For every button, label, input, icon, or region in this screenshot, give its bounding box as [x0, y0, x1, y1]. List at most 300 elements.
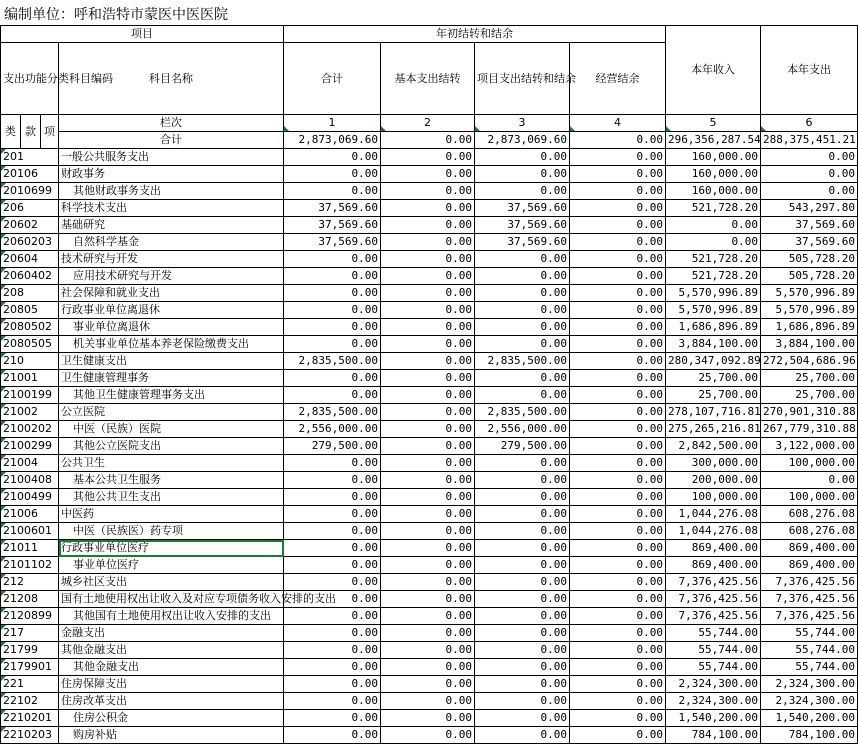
row-value-4[interactable]: 0.00 — [570, 710, 666, 727]
row-value-5[interactable]: 521,728.20 — [666, 251, 761, 268]
row-value-4[interactable]: 0.00 — [570, 540, 666, 557]
row-value-5[interactable]: 278,107,716.81 — [666, 404, 761, 421]
col-num-3[interactable]: 3 — [475, 115, 570, 132]
row-code[interactable]: 22102 — [1, 693, 59, 710]
row-value-4[interactable]: 0.00 — [570, 251, 666, 268]
row-value-3[interactable]: 0.00 — [475, 608, 570, 625]
row-value-5[interactable]: 1,044,276.08 — [666, 523, 761, 540]
row-code[interactable]: 2100199 — [1, 387, 59, 404]
row-name[interactable]: 其他卫生健康管理事务支出 — [59, 387, 284, 404]
row-value-3[interactable]: 0.00 — [475, 455, 570, 472]
total-value-5[interactable]: 296,356,287.54 — [666, 132, 761, 149]
row-value-4[interactable]: 0.00 — [570, 523, 666, 540]
row-value-2[interactable]: 0.00 — [381, 268, 475, 285]
row-value-2[interactable]: 0.00 — [381, 319, 475, 336]
row-value-4[interactable]: 0.00 — [570, 234, 666, 251]
row-code[interactable]: 20805 — [1, 302, 59, 319]
row-value-2[interactable]: 0.00 — [381, 591, 475, 608]
row-value-4[interactable]: 0.00 — [570, 625, 666, 642]
row-value-1[interactable]: 0.00 — [284, 319, 381, 336]
row-value-3[interactable]: 0.00 — [475, 166, 570, 183]
row-value-2[interactable]: 0.00 — [381, 217, 475, 234]
row-value-6[interactable]: 784,100.00 — [761, 727, 858, 744]
row-code[interactable]: 21006 — [1, 506, 59, 523]
row-value-3[interactable]: 2,835,500.00 — [475, 353, 570, 370]
row-value-5[interactable]: 7,376,425.56 — [666, 591, 761, 608]
row-name[interactable]: 卫生健康支出 — [59, 353, 284, 370]
row-value-3[interactable]: 0.00 — [475, 268, 570, 285]
row-value-5[interactable]: 160,000.00 — [666, 166, 761, 183]
row-value-6[interactable]: 7,376,425.56 — [761, 591, 858, 608]
row-value-4[interactable]: 0.00 — [570, 217, 666, 234]
row-value-1[interactable]: 0.00 — [284, 455, 381, 472]
row-value-3[interactable]: 0.00 — [475, 727, 570, 744]
col-num-2[interactable]: 2 — [381, 115, 475, 132]
row-code[interactable]: 21004 — [1, 455, 59, 472]
row-value-4[interactable]: 0.00 — [570, 200, 666, 217]
row-value-1[interactable]: 37,569.60 — [284, 200, 381, 217]
row-value-6[interactable]: 55,744.00 — [761, 625, 858, 642]
row-value-1[interactable]: 0.00 — [284, 387, 381, 404]
row-value-2[interactable]: 0.00 — [381, 251, 475, 268]
row-value-4[interactable]: 0.00 — [570, 608, 666, 625]
row-value-4[interactable]: 0.00 — [570, 676, 666, 693]
header-niandu[interactable]: 年初结转和结余 — [284, 26, 666, 43]
row-value-5[interactable]: 1,044,276.08 — [666, 506, 761, 523]
row-value-3[interactable]: 0.00 — [475, 370, 570, 387]
row-name[interactable]: 事业单位医疗 — [59, 557, 284, 574]
row-name[interactable]: 公立医院 — [59, 404, 284, 421]
row-value-5[interactable]: 7,376,425.56 — [666, 608, 761, 625]
row-name[interactable]: 科学技术支出 — [59, 200, 284, 217]
row-value-5[interactable]: 25,700.00 — [666, 370, 761, 387]
row-value-4[interactable]: 0.00 — [570, 149, 666, 166]
row-value-5[interactable]: 2,324,300.00 — [666, 676, 761, 693]
row-value-6[interactable]: 608,276.08 — [761, 523, 858, 540]
row-value-5[interactable]: 521,728.20 — [666, 268, 761, 285]
row-value-6[interactable]: 37,569.60 — [761, 234, 858, 251]
row-value-1[interactable]: 0.00 — [284, 285, 381, 302]
row-value-4[interactable]: 0.00 — [570, 183, 666, 200]
row-value-1[interactable]: 0.00 — [284, 268, 381, 285]
row-value-3[interactable]: 37,569.60 — [475, 200, 570, 217]
row-value-4[interactable]: 0.00 — [570, 404, 666, 421]
row-code[interactable]: 21001 — [1, 370, 59, 387]
row-value-3[interactable]: 37,569.60 — [475, 234, 570, 251]
row-value-5[interactable]: 521,728.20 — [666, 200, 761, 217]
row-code[interactable]: 221 — [1, 676, 59, 693]
row-value-1[interactable]: 0.00 — [284, 540, 381, 557]
row-value-2[interactable]: 0.00 — [381, 149, 475, 166]
row-name[interactable]: 住房改革支出 — [59, 693, 284, 710]
row-code[interactable]: 20602 — [1, 217, 59, 234]
total-label[interactable]: 合计 — [59, 132, 284, 149]
row-value-3[interactable]: 0.00 — [475, 302, 570, 319]
row-value-5[interactable]: 200,000.00 — [666, 472, 761, 489]
row-value-2[interactable]: 0.00 — [381, 574, 475, 591]
row-code[interactable]: 20604 — [1, 251, 59, 268]
row-code[interactable]: 210 — [1, 353, 59, 370]
row-code[interactable]: 2060203 — [1, 234, 59, 251]
row-name[interactable]: 机关事业单位基本养老保险缴费支出 — [59, 336, 284, 353]
row-name[interactable]: 其他公立医院支出 — [59, 438, 284, 455]
row-name[interactable]: 公共卫生 — [59, 455, 284, 472]
row-value-6[interactable]: 0.00 — [761, 472, 858, 489]
row-value-4[interactable]: 0.00 — [570, 285, 666, 302]
row-value-6[interactable]: 55,744.00 — [761, 642, 858, 659]
row-value-5[interactable]: 160,000.00 — [666, 149, 761, 166]
row-name[interactable]: 卫生健康管理事务 — [59, 370, 284, 387]
row-value-5[interactable]: 2,324,300.00 — [666, 693, 761, 710]
row-value-1[interactable]: 0.00 — [284, 506, 381, 523]
row-code[interactable]: 2100299 — [1, 438, 59, 455]
row-value-6[interactable]: 505,728.20 — [761, 251, 858, 268]
row-value-1[interactable]: 0.00 — [284, 370, 381, 387]
row-value-1[interactable]: 2,556,000.00 — [284, 421, 381, 438]
row-value-3[interactable]: 0.00 — [475, 540, 570, 557]
row-code[interactable]: 2100499 — [1, 489, 59, 506]
row-value-2[interactable]: 0.00 — [381, 200, 475, 217]
row-value-6[interactable]: 5,570,996.89 — [761, 302, 858, 319]
row-value-4[interactable]: 0.00 — [570, 557, 666, 574]
row-value-5[interactable]: 100,000.00 — [666, 489, 761, 506]
total-value-1[interactable]: 2,873,069.60 — [284, 132, 381, 149]
row-value-1[interactable]: 0.00 — [284, 251, 381, 268]
row-value-6[interactable]: 7,376,425.56 — [761, 574, 858, 591]
row-value-3[interactable]: 0.00 — [475, 149, 570, 166]
row-value-3[interactable]: 0.00 — [475, 523, 570, 540]
row-value-1[interactable]: 279,500.00 — [284, 438, 381, 455]
row-value-4[interactable]: 0.00 — [570, 302, 666, 319]
row-value-6[interactable]: 1,686,896.89 — [761, 319, 858, 336]
row-value-3[interactable]: 0.00 — [475, 710, 570, 727]
row-value-4[interactable]: 0.00 — [570, 387, 666, 404]
row-name[interactable]: 行政事业单位医疗 — [59, 540, 284, 557]
row-value-3[interactable]: 0.00 — [475, 251, 570, 268]
row-code[interactable]: 2100601 — [1, 523, 59, 540]
row-value-6[interactable]: 100,000.00 — [761, 489, 858, 506]
row-value-6[interactable]: 55,744.00 — [761, 659, 858, 676]
row-value-1[interactable]: 2,835,500.00 — [284, 353, 381, 370]
total-value-3[interactable]: 2,873,069.60 — [475, 132, 570, 149]
row-value-2[interactable]: 0.00 — [381, 404, 475, 421]
col-num-5[interactable]: 5 — [666, 115, 761, 132]
row-value-5[interactable]: 5,570,996.89 — [666, 302, 761, 319]
row-code[interactable]: 2179901 — [1, 659, 59, 676]
row-code[interactable]: 21799 — [1, 642, 59, 659]
row-value-3[interactable]: 0.00 — [475, 285, 570, 302]
row-value-1[interactable]: 0.00 — [284, 336, 381, 353]
row-value-3[interactable]: 0.00 — [475, 489, 570, 506]
row-name[interactable]: 财政事务 — [59, 166, 284, 183]
row-code[interactable]: 20106 — [1, 166, 59, 183]
row-value-6[interactable]: 0.00 — [761, 183, 858, 200]
row-value-2[interactable]: 0.00 — [381, 183, 475, 200]
row-value-2[interactable]: 0.00 — [381, 421, 475, 438]
header-kuan[interactable]: 款 — [21, 115, 41, 149]
row-value-5[interactable]: 869,400.00 — [666, 557, 761, 574]
row-value-1[interactable]: 0.00 — [284, 608, 381, 625]
row-value-5[interactable]: 160,000.00 — [666, 183, 761, 200]
row-value-3[interactable]: 0.00 — [475, 183, 570, 200]
row-value-4[interactable]: 0.00 — [570, 727, 666, 744]
row-value-5[interactable]: 0.00 — [666, 217, 761, 234]
row-value-6[interactable]: 25,700.00 — [761, 387, 858, 404]
row-name[interactable]: 自然科学基金 — [59, 234, 284, 251]
row-value-1[interactable]: 0.00 — [284, 523, 381, 540]
row-value-6[interactable]: 37,569.60 — [761, 217, 858, 234]
row-value-4[interactable]: 0.00 — [570, 693, 666, 710]
row-name[interactable]: 一般公共服务支出 — [59, 149, 284, 166]
row-value-6[interactable]: 0.00 — [761, 166, 858, 183]
total-value-6[interactable]: 288,375,451.21 — [761, 132, 858, 149]
row-value-5[interactable]: 55,744.00 — [666, 642, 761, 659]
row-value-1[interactable]: 0.00 — [284, 557, 381, 574]
row-value-2[interactable]: 0.00 — [381, 727, 475, 744]
row-value-3[interactable]: 0.00 — [475, 336, 570, 353]
row-value-2[interactable]: 0.00 — [381, 166, 475, 183]
row-name[interactable]: 住房公积金 — [59, 710, 284, 727]
row-value-5[interactable]: 280,347,092.89 — [666, 353, 761, 370]
row-value-2[interactable]: 0.00 — [381, 642, 475, 659]
row-value-6[interactable]: 869,400.00 — [761, 540, 858, 557]
row-code[interactable]: 21208 — [1, 591, 59, 608]
row-value-5[interactable]: 5,570,996.89 — [666, 285, 761, 302]
row-value-3[interactable]: 0.00 — [475, 591, 570, 608]
total-value-4[interactable]: 0.00 — [570, 132, 666, 149]
row-value-4[interactable]: 0.00 — [570, 659, 666, 676]
row-value-5[interactable]: 869,400.00 — [666, 540, 761, 557]
row-value-2[interactable]: 0.00 — [381, 625, 475, 642]
row-value-6[interactable]: 3,122,000.00 — [761, 438, 858, 455]
total-value-2[interactable]: 0.00 — [381, 132, 475, 149]
row-value-3[interactable]: 0.00 — [475, 506, 570, 523]
row-name[interactable]: 住房保障支出 — [59, 676, 284, 693]
row-value-6[interactable]: 270,901,310.88 — [761, 404, 858, 421]
row-value-6[interactable]: 505,728.20 — [761, 268, 858, 285]
row-name[interactable]: 其他国有土地使用权出让收入安排的支出 — [59, 608, 284, 625]
row-value-1[interactable]: 0.00 — [284, 693, 381, 710]
header-heji[interactable]: 合计 — [284, 43, 381, 115]
row-value-2[interactable]: 0.00 — [381, 234, 475, 251]
row-value-4[interactable]: 0.00 — [570, 353, 666, 370]
row-value-5[interactable]: 1,686,896.89 — [666, 319, 761, 336]
row-value-6[interactable]: 25,700.00 — [761, 370, 858, 387]
row-value-6[interactable]: 2,324,300.00 — [761, 676, 858, 693]
row-value-2[interactable]: 0.00 — [381, 710, 475, 727]
row-value-1[interactable]: 37,569.60 — [284, 217, 381, 234]
row-code[interactable]: 2120899 — [1, 608, 59, 625]
row-value-2[interactable]: 0.00 — [381, 523, 475, 540]
row-value-2[interactable]: 0.00 — [381, 540, 475, 557]
row-value-4[interactable]: 0.00 — [570, 166, 666, 183]
row-value-5[interactable]: 300,000.00 — [666, 455, 761, 472]
col-num-1[interactable]: 1 — [284, 115, 381, 132]
row-value-6[interactable]: 5,570,996.89 — [761, 285, 858, 302]
row-name[interactable]: 中医（民族医）药专项 — [59, 523, 284, 540]
row-value-1[interactable]: 0.00 — [284, 727, 381, 744]
row-value-4[interactable]: 0.00 — [570, 472, 666, 489]
row-code[interactable]: 217 — [1, 625, 59, 642]
row-value-2[interactable]: 0.00 — [381, 472, 475, 489]
row-value-4[interactable]: 0.00 — [570, 438, 666, 455]
row-name[interactable]: 中医（民族）医院 — [59, 421, 284, 438]
row-code[interactable]: 2080502 — [1, 319, 59, 336]
row-name[interactable]: 其他金融支出 — [59, 659, 284, 676]
row-value-3[interactable]: 0.00 — [475, 642, 570, 659]
row-value-1[interactable]: 0.00 — [284, 710, 381, 727]
row-value-1[interactable]: 0.00 — [284, 642, 381, 659]
header-xmzc[interactable]: 项目支出结转和结余 — [475, 43, 570, 115]
row-value-6[interactable]: 608,276.08 — [761, 506, 858, 523]
row-value-5[interactable]: 25,700.00 — [666, 387, 761, 404]
row-name[interactable]: 城乡社区支出 — [59, 574, 284, 591]
row-code[interactable]: 2080505 — [1, 336, 59, 353]
row-value-3[interactable]: 37,569.60 — [475, 217, 570, 234]
row-value-1[interactable]: 37,569.60 — [284, 234, 381, 251]
row-code[interactable]: 2101102 — [1, 557, 59, 574]
row-value-1[interactable]: 0.00 — [284, 625, 381, 642]
row-value-1[interactable]: 0.00 — [284, 591, 381, 608]
row-value-2[interactable]: 0.00 — [381, 506, 475, 523]
col-num-6[interactable]: 6 — [761, 115, 858, 132]
row-value-6[interactable]: 267,779,310.88 — [761, 421, 858, 438]
row-value-2[interactable]: 0.00 — [381, 353, 475, 370]
row-value-3[interactable]: 0.00 — [475, 574, 570, 591]
row-value-1[interactable]: 0.00 — [284, 676, 381, 693]
row-value-4[interactable]: 0.00 — [570, 319, 666, 336]
row-value-4[interactable]: 0.00 — [570, 455, 666, 472]
row-value-4[interactable]: 0.00 — [570, 642, 666, 659]
row-value-2[interactable]: 0.00 — [381, 438, 475, 455]
row-value-4[interactable]: 0.00 — [570, 268, 666, 285]
row-code[interactable]: 2100202 — [1, 421, 59, 438]
col-num-4[interactable]: 4 — [570, 115, 666, 132]
row-name[interactable]: 技术研究与开发 — [59, 251, 284, 268]
row-name[interactable]: 金融支出 — [59, 625, 284, 642]
row-value-4[interactable]: 0.00 — [570, 506, 666, 523]
row-value-3[interactable]: 0.00 — [475, 472, 570, 489]
row-value-4[interactable]: 0.00 — [570, 336, 666, 353]
row-code[interactable]: 21011 — [1, 540, 59, 557]
row-name[interactable]: 事业单位离退休 — [59, 319, 284, 336]
row-value-6[interactable]: 2,324,300.00 — [761, 693, 858, 710]
row-value-4[interactable]: 0.00 — [570, 421, 666, 438]
row-name[interactable]: 应用技术研究与开发 — [59, 268, 284, 285]
row-value-2[interactable]: 0.00 — [381, 336, 475, 353]
row-code[interactable]: 212 — [1, 574, 59, 591]
row-value-1[interactable]: 0.00 — [284, 489, 381, 506]
row-name[interactable]: 中医药 — [59, 506, 284, 523]
row-value-1[interactable]: 0.00 — [284, 659, 381, 676]
row-name[interactable]: 行政事业单位离退休 — [59, 302, 284, 319]
row-value-3[interactable]: 279,500.00 — [475, 438, 570, 455]
row-code[interactable]: 2210201 — [1, 710, 59, 727]
row-value-2[interactable]: 0.00 — [381, 659, 475, 676]
row-value-6[interactable]: 869,400.00 — [761, 557, 858, 574]
row-code[interactable]: 201 — [1, 149, 59, 166]
row-value-1[interactable]: 0.00 — [284, 149, 381, 166]
row-name[interactable]: 其他金融支出 — [59, 642, 284, 659]
row-value-2[interactable]: 0.00 — [381, 489, 475, 506]
row-value-5[interactable]: 2,842,500.00 — [666, 438, 761, 455]
row-value-2[interactable]: 0.00 — [381, 370, 475, 387]
row-value-5[interactable]: 0.00 — [666, 234, 761, 251]
row-value-2[interactable]: 0.00 — [381, 455, 475, 472]
row-value-1[interactable]: 0.00 — [284, 302, 381, 319]
row-value-3[interactable]: 0.00 — [475, 625, 570, 642]
row-value-2[interactable]: 0.00 — [381, 285, 475, 302]
row-name[interactable]: 国有土地使用权出让收入及对应专项债务收入安排的支出 — [59, 591, 284, 608]
row-code[interactable]: 2060402 — [1, 268, 59, 285]
row-name[interactable]: 其他公共卫生支出 — [59, 489, 284, 506]
row-value-3[interactable]: 0.00 — [475, 676, 570, 693]
row-code[interactable]: 208 — [1, 285, 59, 302]
header-name[interactable]: 科目名称 — [59, 43, 284, 115]
row-value-4[interactable]: 0.00 — [570, 591, 666, 608]
row-name[interactable]: 基础研究 — [59, 217, 284, 234]
row-value-5[interactable]: 784,100.00 — [666, 727, 761, 744]
row-code[interactable]: 21002 — [1, 404, 59, 421]
row-code[interactable]: 2010699 — [1, 183, 59, 200]
row-value-6[interactable]: 0.00 — [761, 149, 858, 166]
row-name[interactable]: 购房补贴 — [59, 727, 284, 744]
header-xiangmu[interactable]: 项目 — [1, 26, 284, 43]
row-value-2[interactable]: 0.00 — [381, 302, 475, 319]
header-income[interactable]: 本年收入 — [666, 26, 761, 115]
row-value-5[interactable]: 7,376,425.56 — [666, 574, 761, 591]
row-value-3[interactable]: 0.00 — [475, 319, 570, 336]
header-lei[interactable]: 类 — [1, 115, 21, 149]
row-value-1[interactable]: 0.00 — [284, 472, 381, 489]
row-value-1[interactable]: 0.00 — [284, 166, 381, 183]
row-name[interactable]: 其他财政事务支出 — [59, 183, 284, 200]
row-value-3[interactable]: 2,835,500.00 — [475, 404, 570, 421]
row-value-5[interactable]: 1,540,200.00 — [666, 710, 761, 727]
row-value-3[interactable]: 2,556,000.00 — [475, 421, 570, 438]
row-value-3[interactable]: 0.00 — [475, 659, 570, 676]
row-value-4[interactable]: 0.00 — [570, 370, 666, 387]
row-value-3[interactable]: 0.00 — [475, 693, 570, 710]
row-value-6[interactable]: 1,540,200.00 — [761, 710, 858, 727]
row-value-6[interactable]: 3,884,100.00 — [761, 336, 858, 353]
row-name[interactable]: 社会保障和就业支出 — [59, 285, 284, 302]
row-value-1[interactable]: 0.00 — [284, 574, 381, 591]
header-code[interactable]: 支出功能分类科目编码 — [1, 43, 59, 115]
row-value-5[interactable]: 275,265,216.81 — [666, 421, 761, 438]
row-code[interactable]: 2210203 — [1, 727, 59, 744]
row-value-1[interactable]: 2,835,500.00 — [284, 404, 381, 421]
row-code[interactable]: 2100408 — [1, 472, 59, 489]
header-jingying[interactable]: 经营结余 — [570, 43, 666, 115]
row-value-6[interactable]: 543,297.80 — [761, 200, 858, 217]
row-value-6[interactable]: 272,504,686.96 — [761, 353, 858, 370]
row-value-5[interactable]: 3,884,100.00 — [666, 336, 761, 353]
row-value-5[interactable]: 55,744.00 — [666, 625, 761, 642]
row-value-3[interactable]: 0.00 — [475, 557, 570, 574]
row-value-2[interactable]: 0.00 — [381, 693, 475, 710]
row-value-2[interactable]: 0.00 — [381, 608, 475, 625]
row-value-2[interactable]: 0.00 — [381, 387, 475, 404]
row-value-4[interactable]: 0.00 — [570, 489, 666, 506]
row-value-2[interactable]: 0.00 — [381, 557, 475, 574]
row-value-1[interactable]: 0.00 — [284, 183, 381, 200]
row-value-2[interactable]: 0.00 — [381, 676, 475, 693]
row-name[interactable]: 基本公共卫生服务 — [59, 472, 284, 489]
row-value-4[interactable]: 0.00 — [570, 574, 666, 591]
header-jiben[interactable]: 基本支出结转 — [381, 43, 475, 115]
header-expense[interactable]: 本年支出 — [761, 26, 858, 115]
